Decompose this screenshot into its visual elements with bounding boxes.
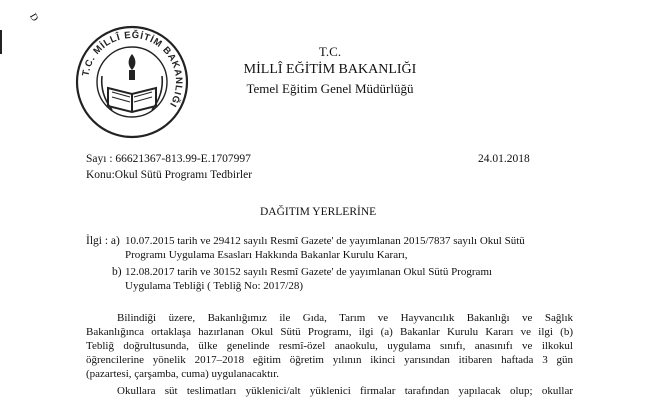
konu-label: Konu <box>86 169 112 181</box>
body-p1-line-3: Tebliğ doğrultusunda, ülke genelinde resmî-özel anaokulu, uygulama sınıfı, anasınıfı ve ilkokul <box>86 340 573 352</box>
page-edge-mark <box>0 30 2 54</box>
header-ministry: MİLLÎ EĞİTİM BAKANLIĞI <box>243 62 417 77</box>
body-p1-line-2: Bakanlığınca ortaklaşa hazırlanan Okul Sütü Programı, ilgi (a) Bakanlar Kurulu Kararı ve ilgi (b) <box>86 326 573 338</box>
seal-ring-text: T.C. MİLLÎ EĞİTİM BAKANLIĞI <box>80 29 185 110</box>
handwritten-margin-mark: D <box>27 11 41 24</box>
body-p2-line-1: Okullara süt teslimatları yüklenici/alt yüklenici firmalar tarafından yapılacak olup; okullar <box>117 385 573 397</box>
recipient-heading: DAĞITIM YERLERİNE <box>260 206 377 218</box>
ilgi-a-line-1: 10.07.2015 tarih ve 29412 sayılı Resmî Gazete' de yayımlanan 2015/7837 sayılı Okul Sütü <box>125 235 525 247</box>
konu-line <box>86 168 252 182</box>
header-directorate: Temel Eğitim Genel Müdürlüğü <box>246 81 414 96</box>
sayi-label: Sayı <box>86 153 107 165</box>
body-p1-line-4: öğrencilerine yönelik 2017–2018 eğitim öğretim yılının ikinci yarısından itibaren haftada 3 gün <box>86 354 573 366</box>
ilgi-b-label: b) <box>112 266 122 278</box>
ilgi-a-line-2: Programı Uygulama Esasları Hakkında Bakanlar Kurulu Kararı, <box>125 249 408 261</box>
body-p1-line-5: (pazartesi, çarşamba, cuma) uygulanacaktır. <box>86 368 280 380</box>
sayi-line <box>86 152 251 166</box>
ilgi-b-line-1: 12.08.2017 tarih ve 30152 sayılı Resmî Gazete' de yayımlanan Okul Sütü Programı <box>125 266 493 278</box>
ilgi-b-line-2: Uygulama Tebliği ( Tebliğ No: 2017/28) <box>125 280 304 292</box>
ilgi-label: İlgi : a) <box>86 235 120 247</box>
body-p1-line-1: Bilindiği üzere, Bakanlığımız ile Gıda, Tarım ve Hayvancılık Bakanlığı ve Sağlık <box>117 312 573 324</box>
header-country: T.C. <box>318 44 342 59</box>
ministry-seal-logo <box>72 22 192 142</box>
document-date: 24.01.2018 <box>478 153 530 165</box>
konu-value: :Okul Sütü Programı Tedbirler <box>111 169 253 181</box>
sayi-value: : 66621367-813.99-E.1707997 <box>109 153 251 165</box>
